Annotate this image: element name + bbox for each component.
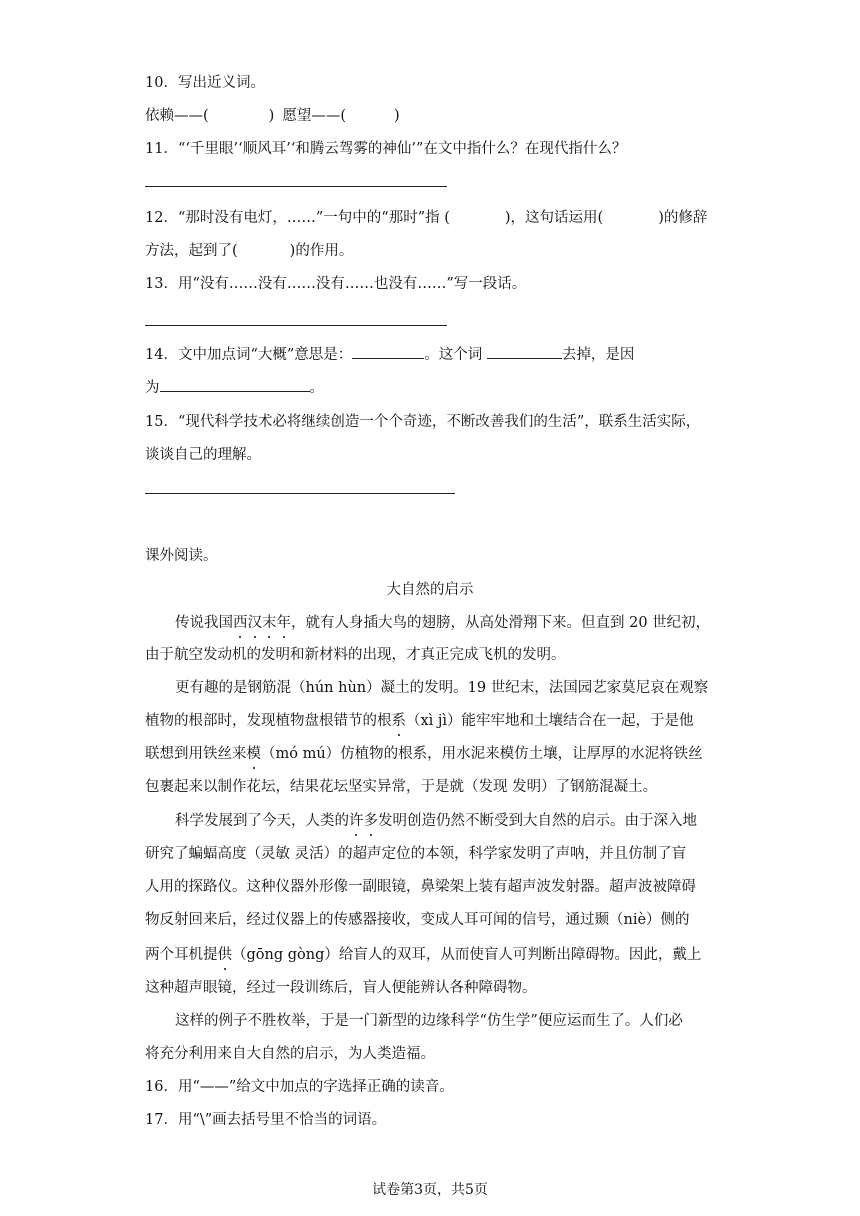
- article-title: 大自然的启示: [386, 582, 474, 598]
- dotted-char: 模: [246, 746, 261, 762]
- dotted-char: 供: [217, 947, 232, 963]
- q14-line2: 为 。: [145, 377, 324, 398]
- q14-line1: 14．文中加点词“大概”意思是： 。这个词 去掉，是因: [145, 344, 634, 365]
- page-footer: 试卷第3页，共5页: [372, 1182, 488, 1198]
- article-p1-line2: 由于航空发动机的发明和新材料的出现，才真正完成飞机的发明。: [145, 647, 566, 663]
- dotted-char: 许: [349, 813, 364, 829]
- dotted-char: 多: [363, 813, 378, 829]
- q13-answer-line[interactable]: [145, 325, 447, 326]
- section-label: 课外阅读。: [145, 548, 218, 564]
- article-p2-line4: 包裹起来以制作花坛，结果花坛坚实异常，于是就（发现 发明）了钢筋混凝土。: [145, 779, 658, 795]
- q12-line1: 12．“那时没有电灯，……”一句中的“那时”指 ( )，这句话运用( )的修辞: [145, 210, 708, 226]
- article-p4-line1: 这样的例子不胜枚举，于是一门新型的边缘科学“仿生学”便应运而生了。人们必: [175, 1013, 683, 1029]
- dotted-char: 年: [276, 615, 291, 631]
- q10-answer-line: 依赖——( ) 愿望——( ): [145, 108, 400, 124]
- article-p3-line6: 这种超声眼镜，经过一段训练后，盲人便能辨认各种障碍物。: [145, 980, 537, 996]
- q16-text: 16．用“——”给文中加点的字选择正确的读音。: [145, 1079, 454, 1095]
- dotted-char: 系: [391, 713, 406, 729]
- article-p3-line4: 物反射回来后，经过仪器上的传感器接收，变成人耳可闻的信号，通过颞（niè）侧的: [145, 912, 690, 928]
- q12-line2: 方法，起到了( )的作用。: [145, 243, 354, 259]
- q15-line2: 谈谈自己的理解。: [145, 447, 261, 463]
- article-p3-line1: 科学发展到了今天，人类的许多发明创造仍然不断受到大自然的启示。由于深入地: [175, 813, 697, 829]
- dotted-char: 汉: [247, 615, 262, 631]
- q15-line1: 15．“现代科学技术必将继续创造一个个奇迹，不断改善我们的生活”，联系生活实际，: [145, 414, 701, 430]
- q14-blank-meaning[interactable]: [352, 344, 424, 359]
- q11-answer-line[interactable]: [145, 186, 447, 187]
- article-p2-line3: 联想到用铁丝来模（mó mú）仿植物的根系，用水泥来模仿土壤，让厚厚的水泥将铁丝: [145, 746, 703, 762]
- q14-blank-reason[interactable]: [160, 377, 310, 392]
- article-p3-line3: 人用的探路仪。这种仪器外形像一副眼镜，鼻梁架上装有超声波发射器。超声波被障碍: [145, 879, 696, 895]
- q17-text: 17．用“\”画去括号里不恰当的词语。: [145, 1112, 387, 1128]
- q15-answer-line[interactable]: [145, 493, 455, 494]
- dotted-char: 末: [262, 615, 277, 631]
- dotted-char: 西: [233, 615, 248, 631]
- article-p1-line1: 传说我国西汉末年，就有人身插大鸟的翅膀，从高处滑翔下来。但直到 20 世纪初，: [175, 615, 711, 631]
- q13-text: 13．用“没有……没有……没有……也没有……”写一段话。: [145, 276, 527, 292]
- article-p3-line5: 两个耳机提供（gōng gòng）给盲人的双耳，从而使盲人可判断出障碍物。因此，戴上: [145, 947, 702, 963]
- q11-text: 11．“‘千里眼’‘顺风耳’‘和腾云驾雾的神仙’”在文中指什么？在现代指什么？: [145, 141, 627, 157]
- article-p4-line2: 将充分利用来自大自然的启示，为人类造福。: [145, 1046, 435, 1062]
- article-p2-line1: 更有趣的是钢筋混（hún hùn）凝土的发明。19 世纪末，法国园艺家莫尼哀在观察: [175, 680, 709, 696]
- article-p3-line2: 研究了蝙蝠高度（灵敏 灵活）的超声定位的本领，科学家发明了声呐，并且仿制了盲: [145, 846, 687, 862]
- q14-blank-word[interactable]: [487, 344, 562, 359]
- article-p2-line2: 植物的根部时，发现植物盘根错节的根系（xì jì）能牢牢地和土壤结合在一起，于是他: [145, 713, 694, 729]
- q10-title: 10．写出近义词。: [145, 75, 265, 91]
